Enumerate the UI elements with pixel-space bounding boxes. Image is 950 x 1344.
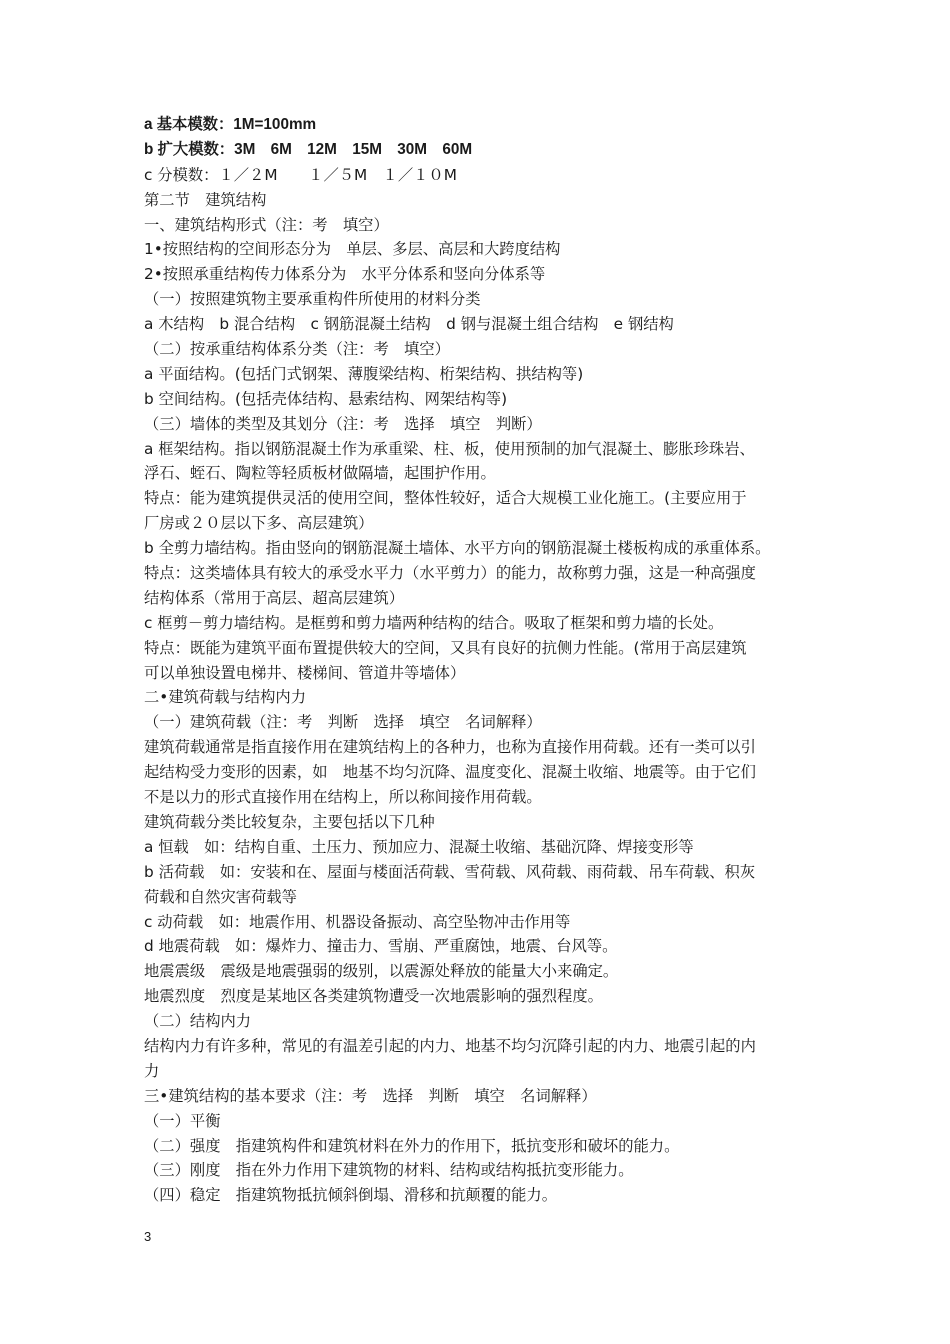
text-line: 地震震级 震级是地震强弱的级别，以震源处释放的能量大小来确定。	[144, 962, 619, 981]
text-line: a 恒载 如：结构自重、土压力、预加应力、混凝土收缩、基础沉降、焊接变形等	[144, 837, 694, 856]
text-line: b 活荷载 如：安装和在、屋面与楼面活荷载、雪荷载、风荷载、雨荷载、吊车荷载、积灰	[144, 862, 756, 881]
text-line: （一）平衡	[144, 1111, 221, 1130]
text-line: 1•按照结构的空间形态分为 单层、多层、高层和大跨度结构	[144, 240, 561, 259]
text-line: c 动荷载 如：地震作用、机器设备振动、高空坠物冲击作用等	[144, 912, 571, 931]
text-line: a 木结构 b 混合结构 c 钢筋混凝土结构 d 钢与混凝土组合结构 e 钢结构	[144, 315, 674, 334]
text-line: （三）刚度 指在外力作用下建筑物的材料、结构或结构抵抗变形能力。	[144, 1161, 634, 1180]
text-line: a 基本模数：1M=100mm	[144, 116, 317, 133]
text-line: （二）强度 指建筑构件和建筑材料在外力的作用下，抵抗变形和破坏的能力。	[144, 1136, 680, 1155]
text-line: 2•按照承重结构传力体系分为 水平分体系和竖向分体系等	[144, 265, 546, 284]
text-line: 一、建筑结构形式（注：考 填空）	[144, 215, 389, 234]
text-line: 特点：既能为建筑平面布置提供较大的空间，又具有良好的抗侧力性能。(常用于高层建筑	[144, 638, 747, 657]
text-line: 三•建筑结构的基本要求（注：考 选择 判断 填空 名词解释）	[144, 1086, 597, 1105]
text-line: 厂房或２０层以下多、高层建筑）	[144, 514, 374, 533]
text-line: 建筑荷载分类比较复杂，主要包括以下几种	[144, 812, 435, 831]
text-line: 特点：能为建筑提供灵活的使用空间，整体性较好，适合大规模工业化施工。(主要应用于	[144, 489, 747, 508]
text-line: c 框剪－剪力墙结构。是框剪和剪力墙两种结构的结合。吸取了框架和剪力墙的长处。	[144, 613, 724, 632]
text-line: 地震烈度 烈度是某地区各类建筑物遭受一次地震影响的强烈程度。	[144, 987, 603, 1006]
text-line: 起结构受力变形的因素，如 地基不均匀沉降、温度变化、混凝土收缩、地震等。由于它们	[144, 763, 756, 782]
section-heading: 第二节 建筑结构	[144, 190, 267, 209]
page-body	[144, 113, 812, 1208]
text-line: 不是以力的形式直接作用在结构上，所以称间接作用荷载。	[144, 788, 542, 807]
text-line: b 空间结构。(包括壳体结构、悬索结构、网架结构等)	[144, 389, 508, 408]
text-line: b 全剪力墙结构。指由竖向的钢筋混凝土墙体、水平方向的钢筋混凝土楼板构成的承重体系。	[144, 539, 771, 558]
text-line: 二•建筑荷载与结构内力	[144, 688, 306, 707]
text-line: 荷载和自然灾害荷载等	[144, 887, 297, 906]
text-line: 力	[144, 1061, 160, 1080]
text-line: （三）墙体的类型及其划分（注：考 选择 填空 判断）	[144, 414, 542, 433]
text-line: 建筑荷载通常是指直接作用在建筑结构上的各种力，也称为直接作用荷载。还有一类可以引	[144, 738, 756, 757]
text-line: （一）按照建筑物主要承重构件所使用的材料分类	[144, 290, 481, 309]
text-line: d 地震荷载 如：爆炸力、撞击力、雪崩、严重腐蚀，地震、台风等。	[144, 937, 618, 956]
text-line: b 扩大模数：3M 6M 12M 15M 30M 60M	[144, 140, 473, 158]
text-line: a 平面结构。(包括门式钢架、薄腹梁结构、桁架结构、拱结构等)	[144, 364, 584, 383]
text-line: （二）按承重结构体系分类（注：考 填空）	[144, 340, 450, 359]
page-number: 3	[144, 1229, 152, 1244]
text-line: 结构体系（常用于高层、超高层建筑）	[144, 588, 405, 607]
text-line: （二）结构内力	[144, 1012, 252, 1031]
text-line: a 框架结构。指以钢筋混凝土作为承重梁、柱、板，使用预制的加气混凝土、膨胀珍珠岩、	[144, 439, 755, 458]
text-line: （四）稳定 指建筑物抵抗倾斜倒塌、滑移和抗颠覆的能力。	[144, 1186, 558, 1205]
text-line: c 分模数：１／２M １／５M １／１０M	[144, 165, 457, 184]
text-line: 结构内力有许多种，常见的有温差引起的内力、地基不均匀沉降引起的内力、地震引起的内	[144, 1036, 756, 1055]
text-line: 特点：这类墙体具有较大的承受水平力（水平剪力）的能力，故称剪力强，这是一种高强度	[144, 564, 756, 583]
text-line: 可以单独设置电梯井、楼梯间、管道井等墙体）	[144, 663, 466, 682]
text-line: （一）建筑荷载（注：考 判断 选择 填空 名词解释）	[144, 713, 542, 732]
text-line: 浮石、蛭石、陶粒等轻质板材做隔墙，起围护作用。	[144, 464, 496, 483]
